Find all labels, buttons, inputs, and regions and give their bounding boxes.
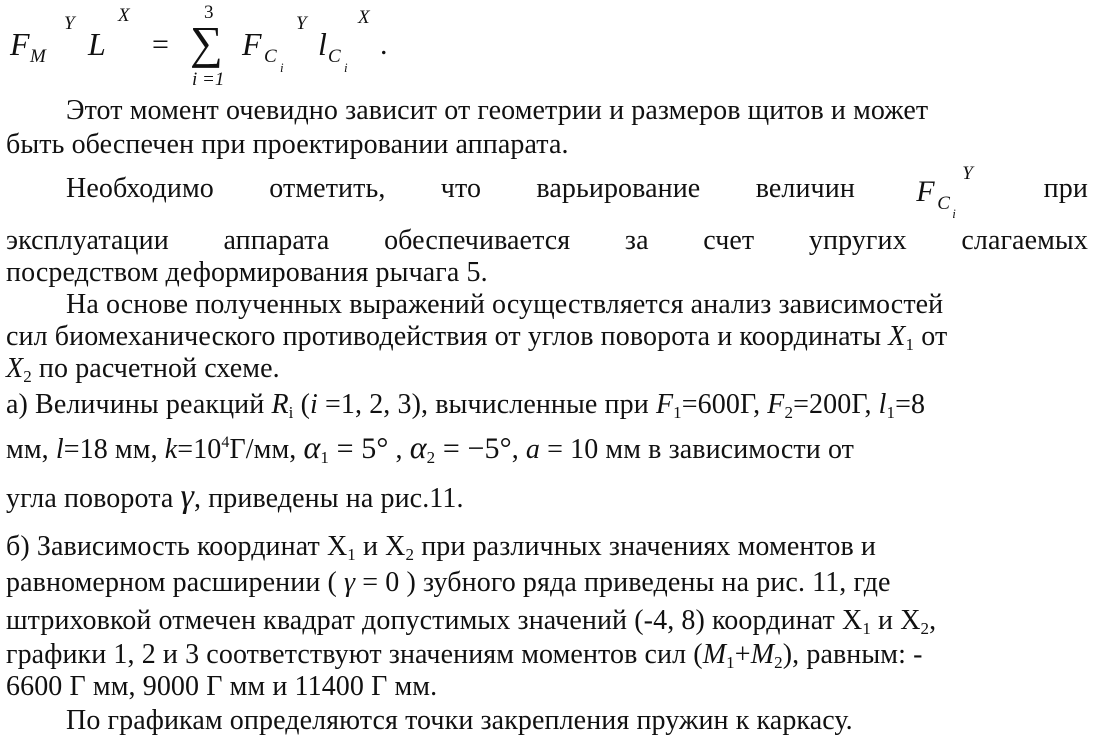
subscript: 1 — [905, 335, 915, 354]
item-b-line-1 — [6, 530, 1088, 564]
paragraph-2-line-1 — [66, 163, 1088, 221]
formula-f: F — [10, 26, 30, 62]
formula-sum-lower: i =1 — [192, 69, 225, 90]
text: графики 1, 2 и 3 соответствуют значениям моментов сил ( — [6, 639, 703, 670]
inline-formula-fc — [910, 163, 988, 221]
paragraph-3-line-2 — [6, 320, 1088, 354]
var-r: R — [271, 389, 289, 420]
gamma-symbol: γ — [180, 478, 195, 515]
formula-sup-y: Y — [64, 13, 75, 34]
inline-sup-y: Y — [962, 163, 973, 184]
word: величин — [755, 173, 855, 204]
text: =10 — [177, 434, 222, 465]
formula-sum-upper: 3 — [204, 2, 214, 23]
word: при — [1043, 173, 1088, 204]
subscript: 2 — [774, 653, 783, 672]
text: =1, 2, 3), вычисленные при — [317, 389, 656, 420]
var-f: F — [767, 389, 785, 420]
formula-sub-i: i — [280, 60, 284, 75]
subscript: 1 — [886, 403, 896, 422]
text: б) Зависимость координат Х — [6, 531, 348, 562]
word: обеспечивается — [384, 225, 571, 256]
text: , — [388, 434, 410, 465]
text: , — [511, 434, 526, 465]
text: =200Г, — [793, 389, 879, 420]
text: , — [929, 605, 937, 636]
word: упругих — [808, 225, 907, 256]
text: = 0 ) зубного ряда приведены на рис. 11, где — [355, 567, 891, 598]
word: эксплуатации — [6, 225, 169, 256]
paragraph-2-line-2 — [6, 224, 1088, 258]
item-b-line-2 — [6, 566, 1088, 600]
alpha-symbol: α — [303, 429, 321, 465]
text: , приведены на рис.11. — [194, 483, 464, 514]
formula-sup-x2: X — [358, 7, 370, 28]
text: ( — [293, 389, 311, 420]
word: что — [440, 173, 482, 204]
inline-sub-c: C — [937, 193, 951, 214]
text: =600Г, — [681, 389, 768, 420]
text: =18 мм, — [63, 434, 165, 465]
moment-equation — [6, 0, 426, 95]
text: = 5° — [329, 432, 389, 465]
paragraph-3-line-1: На основе полученных выражений осуществляется анализ зависимостей — [66, 289, 944, 320]
text: и Х — [355, 531, 406, 562]
item-b-line-5: 6600 Г мм, 9000 Г мм и 11400 Г мм. — [6, 671, 438, 702]
text: + — [734, 639, 751, 670]
text: и Х — [870, 605, 921, 636]
word: отметить, — [269, 173, 386, 204]
var-l: l — [55, 434, 64, 465]
formula-f2: F — [242, 26, 262, 62]
item-b-line-3 — [6, 604, 1088, 638]
word: слагаемых — [961, 225, 1088, 256]
formula-l: L — [88, 26, 106, 62]
gamma-symbol: γ — [344, 567, 356, 598]
word: Необходимо — [66, 173, 214, 204]
paragraph-3-line-3 — [6, 352, 1088, 386]
formula-period: . — [380, 28, 388, 61]
formula-equals: = — [152, 28, 169, 61]
item-a-line-2 — [6, 430, 1088, 467]
paragraph-4-line-1: По графикам определяются точки закрепления пружин к каркасу. — [66, 705, 853, 736]
paragraph-1-line-1: Этот момент очевидно зависит от геометрии и размеров щитов и может — [66, 95, 929, 126]
text: Г/мм, — [229, 434, 304, 465]
item-b-line-4 — [6, 638, 1088, 672]
var-l: l — [878, 389, 887, 420]
text: ), равным: - — [782, 639, 923, 670]
var-i: i — [310, 389, 318, 420]
text: при различных значениях моментов и — [414, 531, 876, 562]
subscript: 1 — [862, 619, 871, 638]
text: сил биомеханического противодействия от углов поворота и координаты — [6, 321, 889, 352]
subscript: 1 — [347, 545, 356, 564]
word: счет — [703, 225, 755, 256]
word: аппарата — [223, 225, 330, 256]
paragraph-1-line-2: быть обеспечен при проектировании аппарата. — [6, 129, 569, 160]
subscript: 1 — [726, 653, 735, 672]
formula-sub-c2: C — [328, 46, 341, 67]
var-x: X — [888, 321, 906, 352]
text: равномерном расширении ( — [6, 567, 345, 598]
text: угла поворота — [6, 483, 181, 514]
text: = 10 мм в зависимости от — [540, 434, 855, 465]
formula-sub-c: C — [264, 46, 277, 67]
formula-sub-i2: i — [344, 60, 348, 75]
text: =8 — [895, 389, 926, 420]
var-m: M — [750, 639, 775, 670]
inline-f: F — [916, 175, 935, 208]
formula-sub-m: M — [30, 46, 46, 67]
formula-sup-x: X — [118, 5, 130, 26]
subscript: i — [288, 403, 294, 422]
text: от — [914, 321, 948, 352]
item-a-line-1 — [6, 388, 1088, 422]
subscript: 2 — [23, 367, 32, 386]
var-m: M — [702, 639, 727, 670]
word: за — [624, 225, 649, 256]
text: штриховкой отмечен квадрат допустимых значений (-4, 8) координат Х — [6, 605, 863, 636]
superscript: 4 — [221, 434, 230, 451]
subscript: 2 — [920, 619, 930, 638]
subscript: 1 — [673, 403, 682, 422]
text: мм, — [6, 434, 56, 465]
word: варьирование — [536, 173, 701, 204]
formula-sup-y2: Y — [296, 13, 307, 34]
formula-l-small: l — [318, 26, 327, 62]
text: по расчетной схеме. — [31, 353, 280, 384]
subscript: 2 — [405, 545, 415, 564]
var-a: a — [525, 434, 541, 465]
var-x: X — [6, 353, 24, 384]
paragraph-2-line-3: посредством деформирования рычага 5. — [6, 257, 488, 288]
subscript: 1 — [320, 448, 330, 467]
var-f: F — [655, 389, 674, 420]
subscript: 2 — [426, 448, 436, 467]
text: = −5° — [435, 432, 512, 465]
alpha-symbol: α — [409, 429, 427, 465]
item-a-line-3 — [6, 480, 1088, 516]
summation-symbol: ∑ — [190, 17, 223, 68]
inline-sub-i: i — [952, 206, 957, 221]
subscript: 2 — [784, 403, 794, 422]
var-k: k — [164, 434, 178, 465]
text: а) Величины реакций — [6, 389, 272, 420]
